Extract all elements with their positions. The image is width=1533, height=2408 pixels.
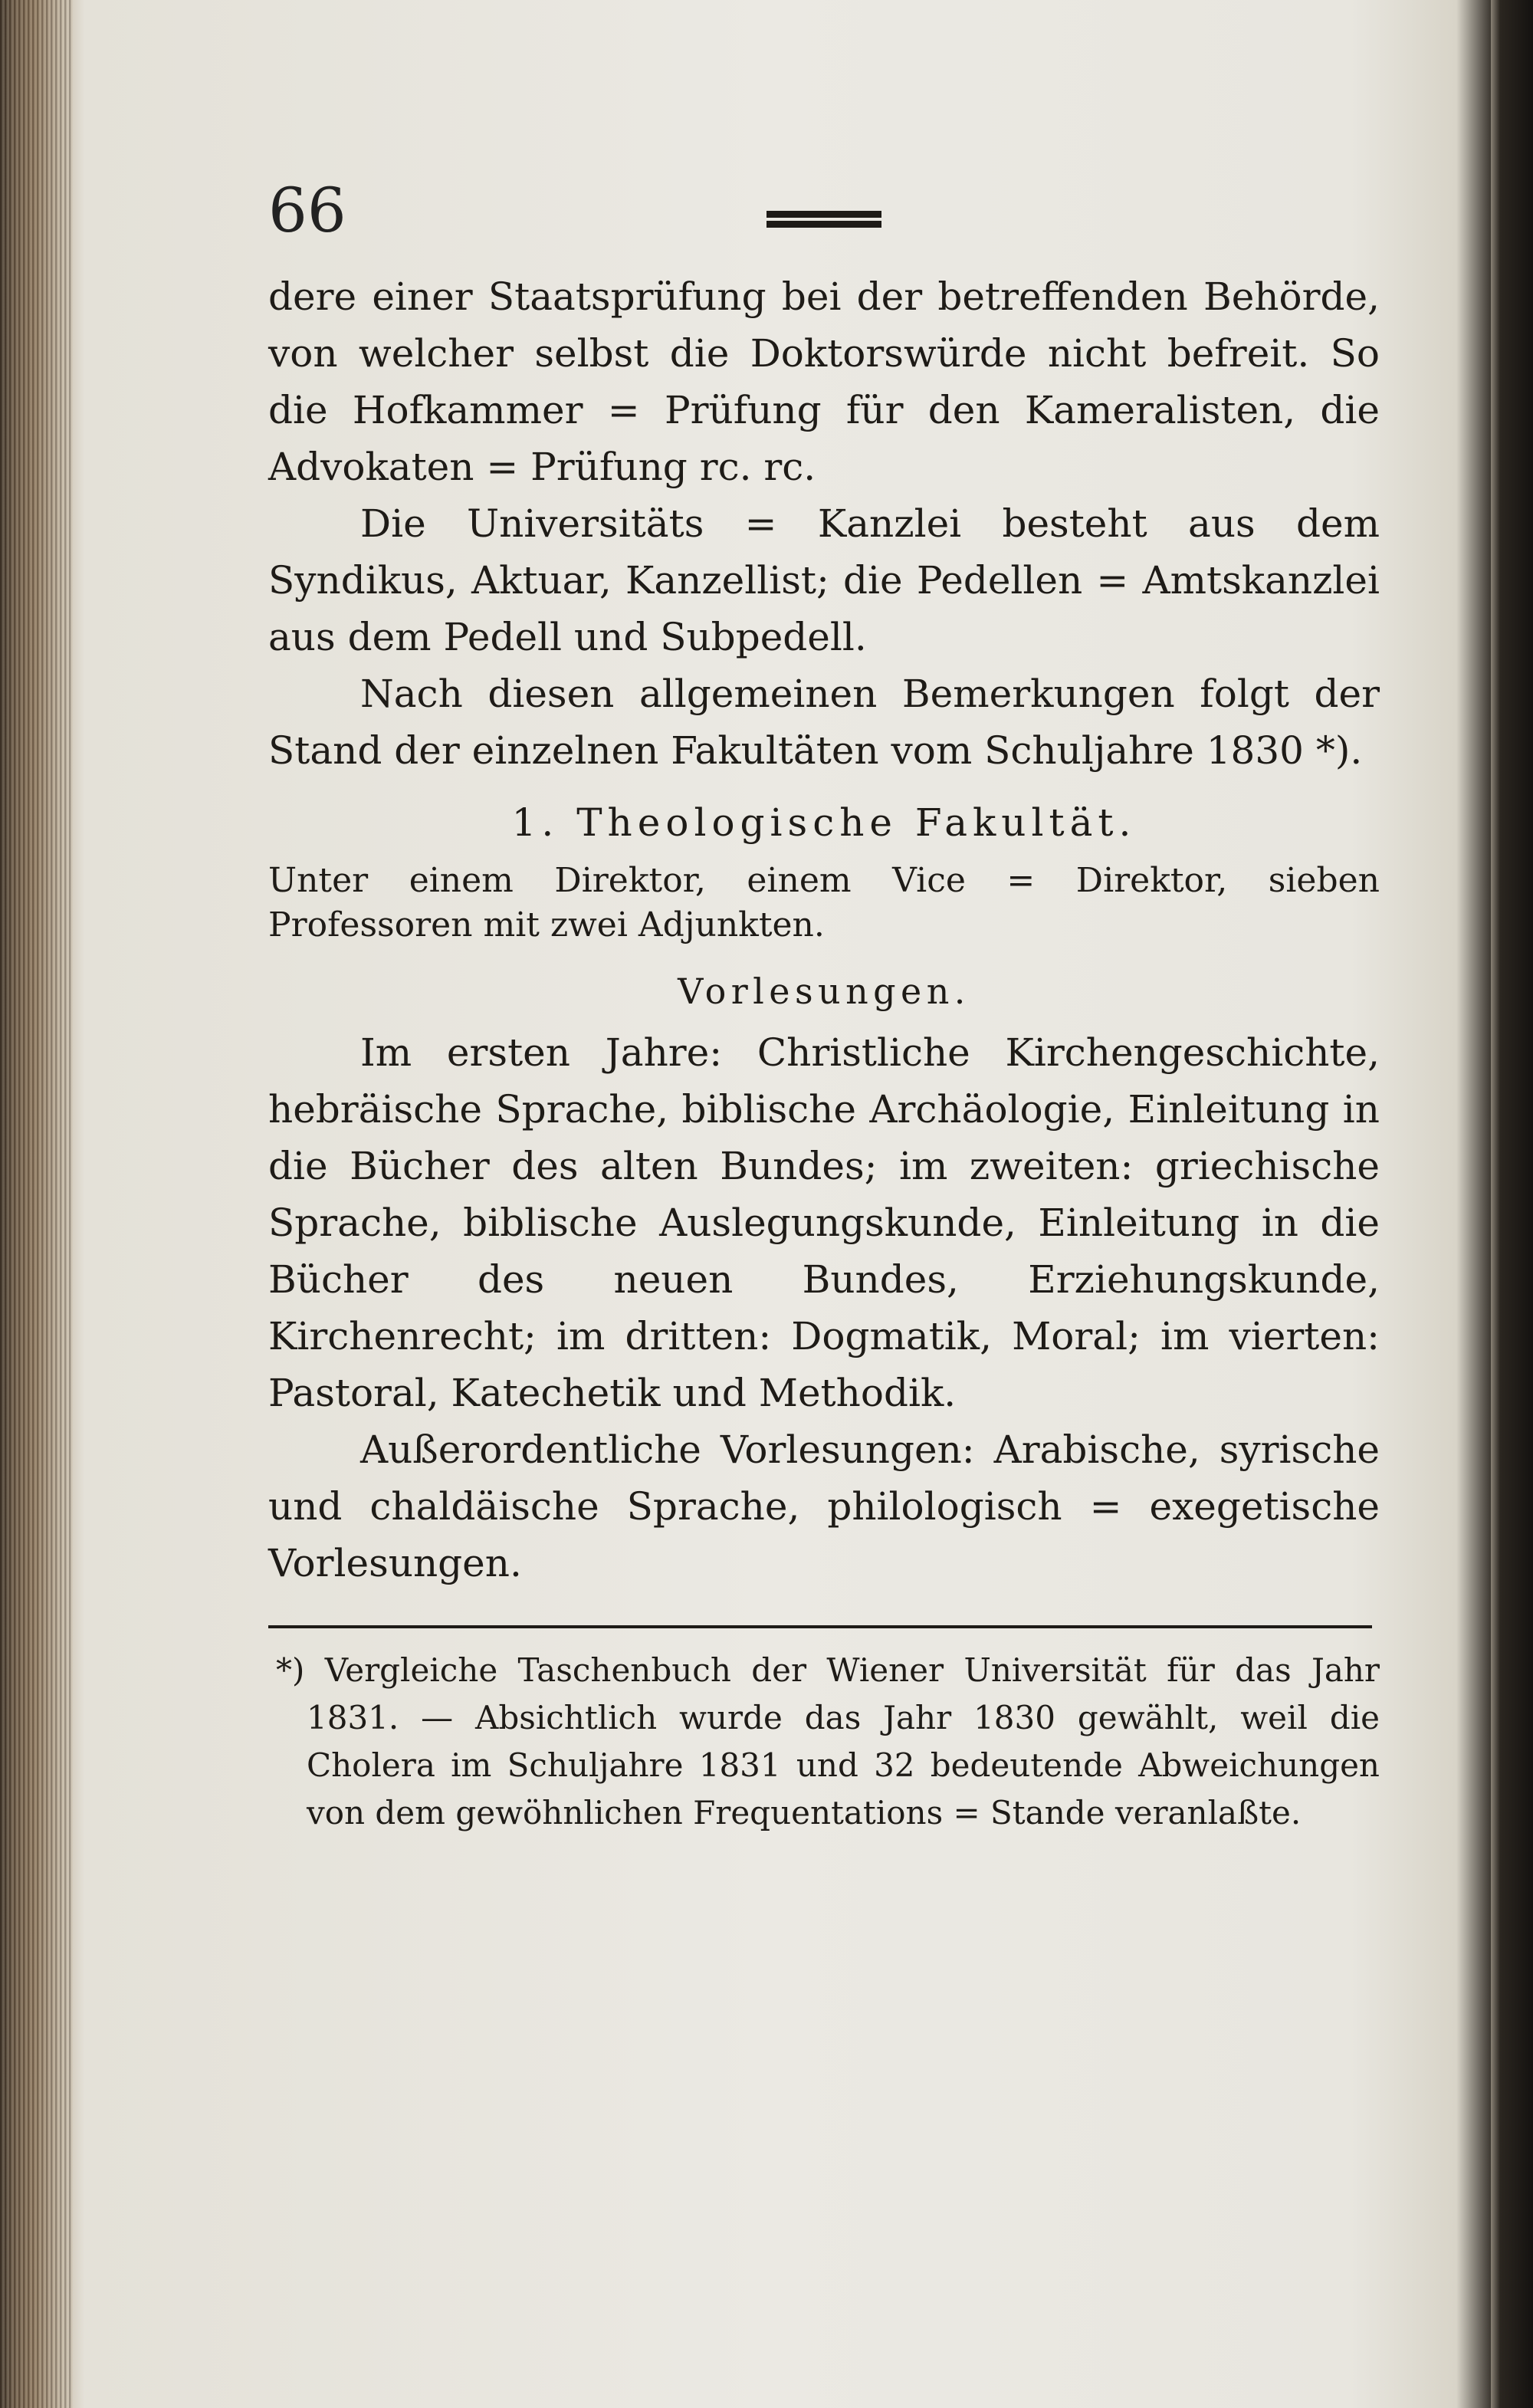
header-double-rule — [766, 211, 881, 228]
paragraph-extraordinary-lectures: Außerordentliche Vorlesungen: Arabische, syrische und chaldäische Sprache, philologisch = exegetische Vorlesungen. — [268, 1427, 1380, 1585]
footnote-divider — [268, 1625, 1372, 1628]
page-number: 66 — [268, 175, 346, 246]
book-page-edges — [0, 0, 73, 2408]
page-header — [268, 176, 1380, 268]
section-subheading: Unter einem Direktor, einem Vice = Direktor, sieben Professoren mit zwei Adjunkten. — [268, 861, 1380, 944]
page-content — [268, 176, 1380, 1837]
footnote: *) Vergleiche Taschenbuch der Wiener Universität für das Jahr 1831. — Absichtlich wurde das Jahr 1830 gewählt, weil die Cholera im Schuljahre 1831 und 32 bedeutende Abweichungen von dem gewöhnlichen Frequentations = Stande veranlaßte. — [276, 1651, 1380, 1831]
paragraph-lectures: Im ersten Jahre: Christliche Kirchengeschichte, hebräische Sprache, biblische Archäologie, Einleitung in die Bücher des alten Bundes; im zweiten: griechische Sprache, biblische Auslegungskunde, Einleitung in die Bücher des neuen Bundes, Erziehungskunde, Kirchenrecht; im dritten: Dogmatik, Moral; im vierten: Pastoral, Katechetik und Methodik. — [268, 1030, 1380, 1415]
paragraph-faculties-intro: Nach diesen allgemeinen Bemerkungen folgt der Stand der einzelnen Fakultäten vom Schuljahre 1830 *). — [268, 672, 1380, 773]
paragraph-continuation: dere einer Staatsprüfung bei der betreffenden Behörde, von welcher selbst die Doktorswürde nicht befreit. So die Hofkammer = Prüfung für den Kameralisten, die Advokaten = Prüfung rc. rc. — [268, 274, 1380, 489]
paragraph-kanzlei: Die Universitäts = Kanzlei besteht aus dem Syndikus, Aktuar, Kanzellist; die Pedellen = Amtskanzlei aus dem Pedell und Subpedell. — [268, 501, 1380, 659]
book-binding-shadow — [1491, 0, 1533, 2408]
section-heading: 1. Theologische Fakultät. — [511, 800, 1137, 845]
lectures-heading: Vorlesungen. — [678, 971, 970, 1012]
